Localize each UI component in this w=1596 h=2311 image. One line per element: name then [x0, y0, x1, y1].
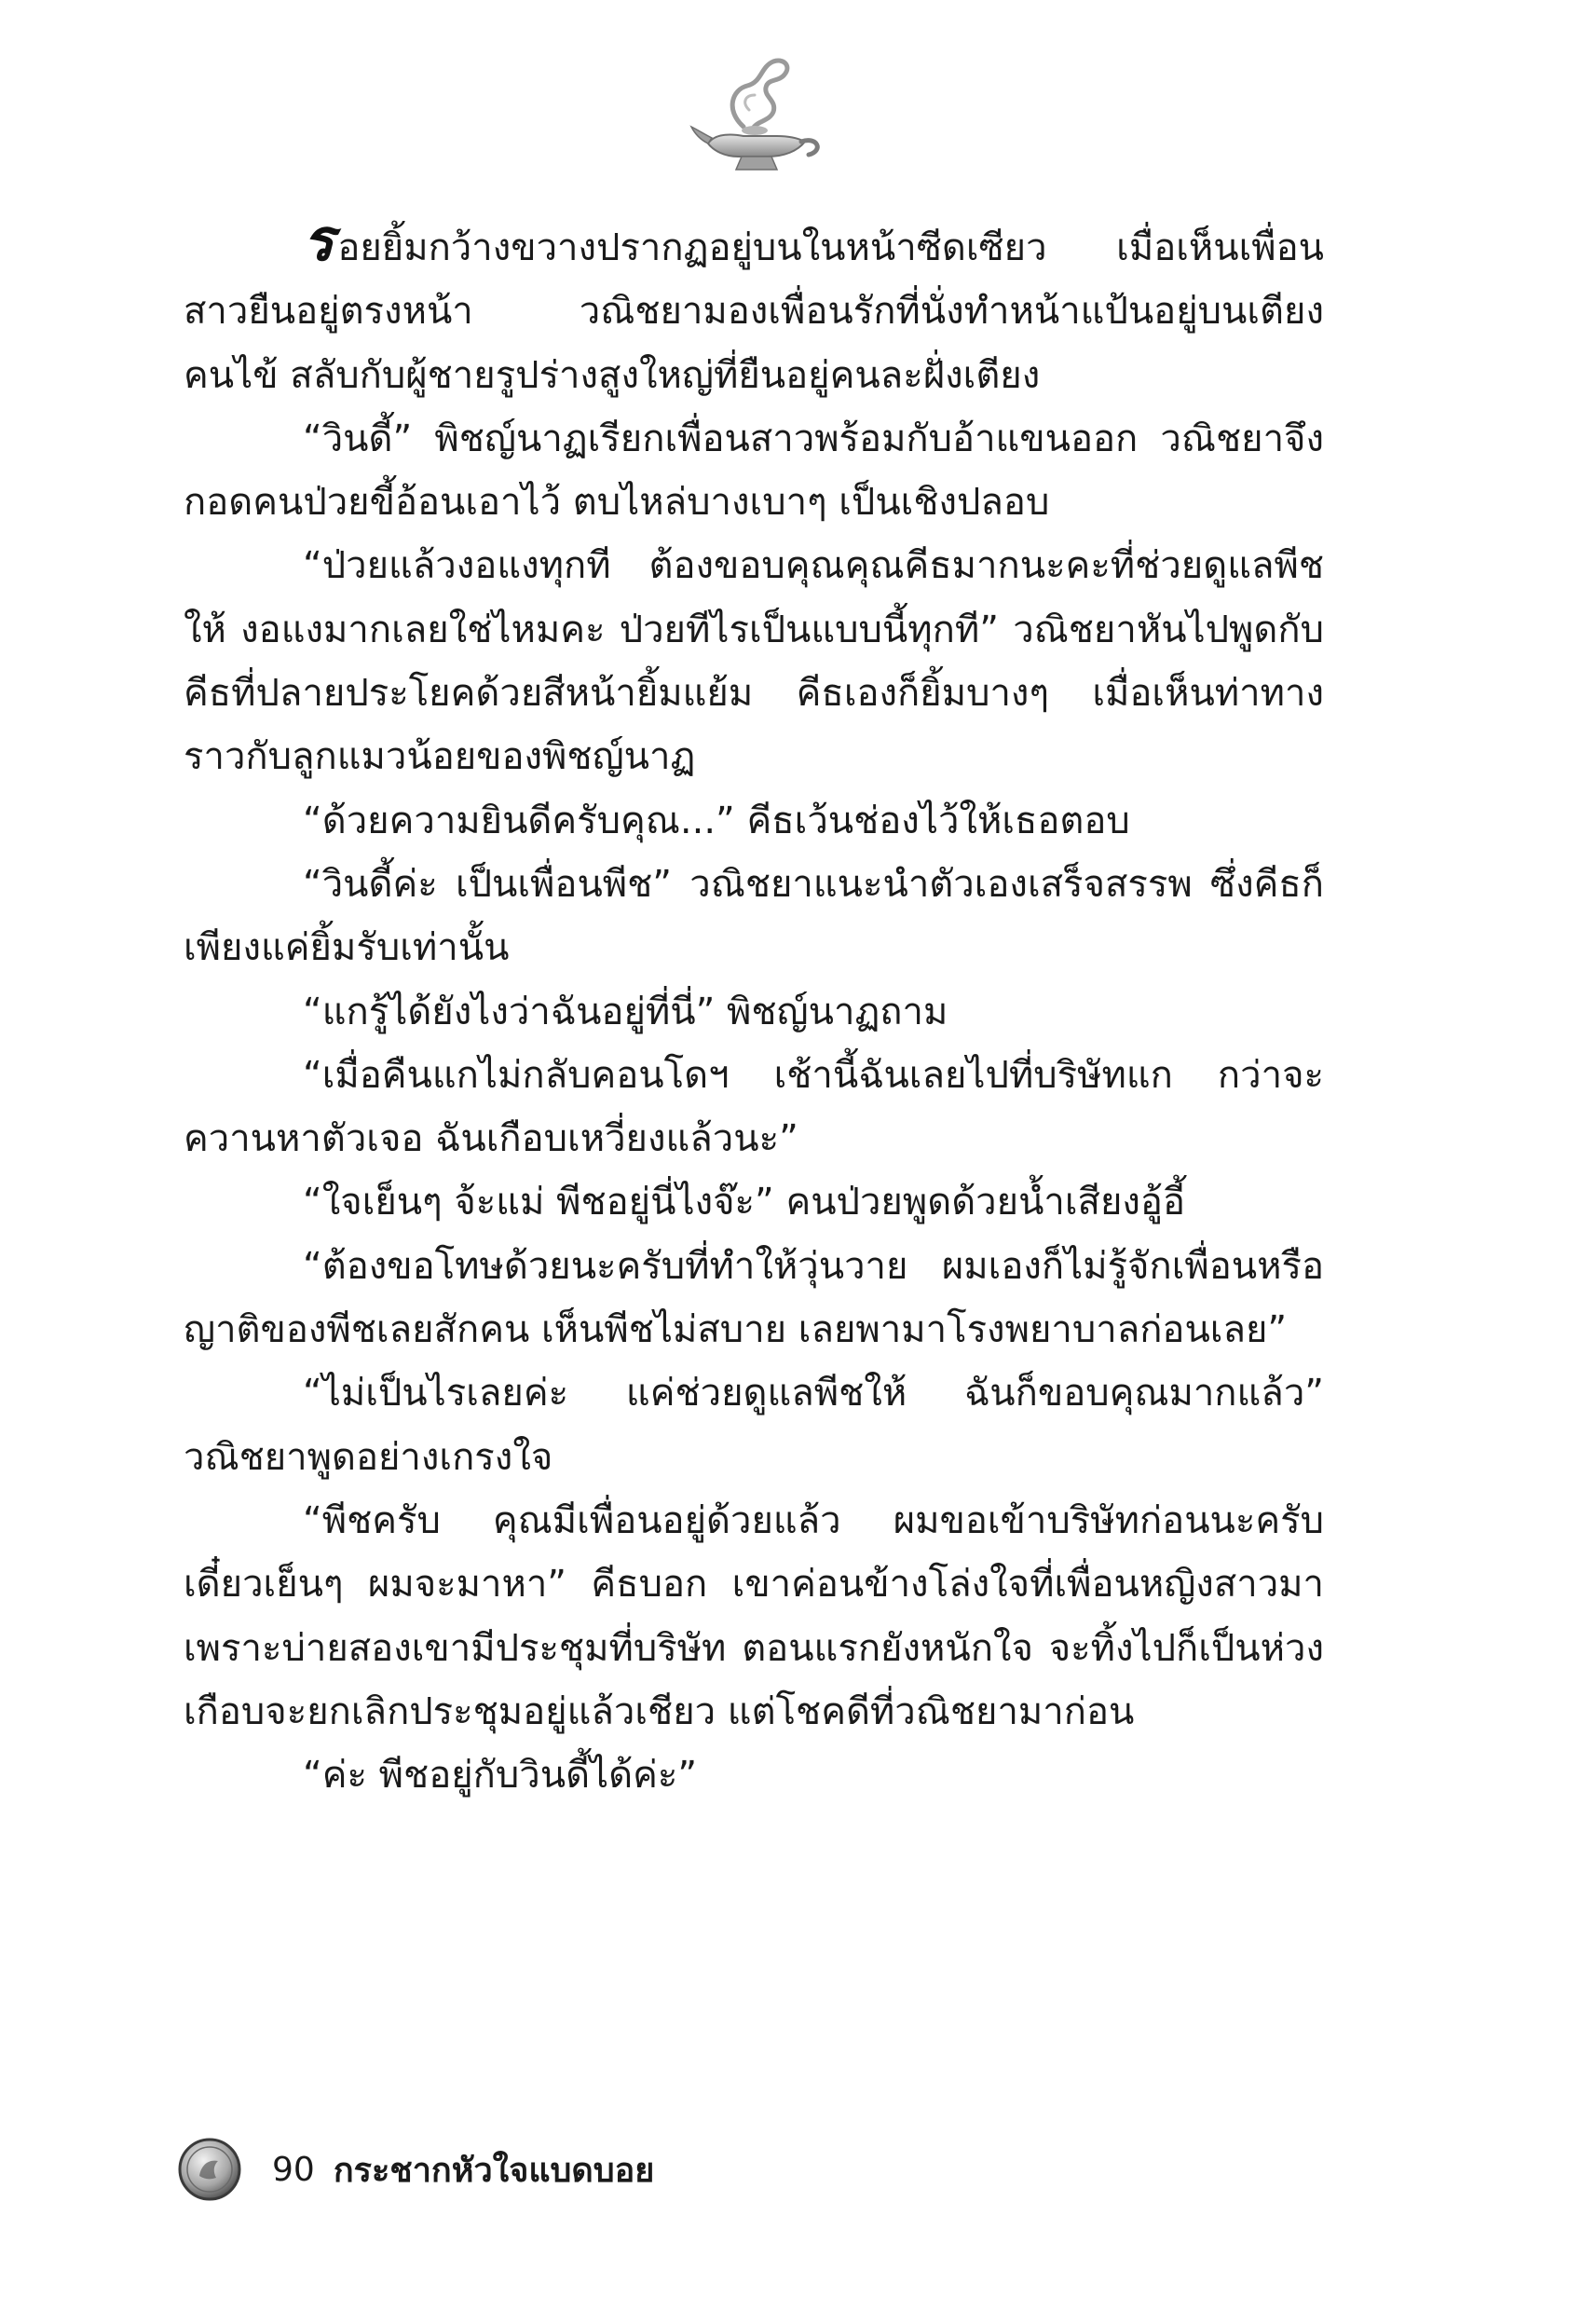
- paragraph-10: “ไม่เป็นไรเลยค่ะ แค่ช่วยดูแลพีชให้ ฉันก็ขอบคุณมากแล้ว” วณิชยาพูดอย่างเกรงใจ: [184, 1372, 1324, 1479]
- paragraph-7: “เมื่อคืนแกไม่กลับคอนโดฯ เช้านี้ฉันเลยไปที่บริษัทแก กว่าจะควานหาตัวเจอ ฉันเกือบเหวี่ยงแล้วนะ”: [184, 1053, 1324, 1161]
- paragraph-9: “ต้องขอโทษด้วยนะครับที่ทำให้วุ่นวาย ผมเองก็ไม่รู้จักเพื่อนหรือญาติของพีชเลยสักคน เห็นพีชไม่สบาย เลยพามาโรงพยาบาลก่อนเลย”: [184, 1244, 1324, 1352]
- body-text: [184, 206, 1324, 1807]
- book-title: กระชากหัวใจแบดบอย: [333, 2151, 655, 2190]
- paragraph-8: “ใจเย็นๆ จ้ะแม่ พีชอยู่นี่ไงจ๊ะ” คนป่วยพูดด้วยน้ำเสียงอู้อี้: [303, 1181, 1185, 1224]
- page-number: 90: [272, 2150, 315, 2189]
- paragraph-6: “แกรู้ได้ยังไงว่าฉันอยู่ที่นี่” พิชญ์นาฏถาม: [303, 990, 948, 1033]
- paragraph-3: “ป่วยแล้วงอแงทุกที ต้องขอบคุณคุณคีธมากนะคะที่ช่วยดูแลพีชให้ งอแงมากเลยใช่ไหมคะ ป่วยทีไรเป็นแบบนี้ทุกที” วณิชยาหันไปพูดกับคีธที่ปลายประโยคด้วยสีหน้ายิ้มแย้ม คีธเองก็ยิ้มบางๆ เมื่อเห็นท่าทางราวกับลูกแมวน้อยของพิชญ์นาฏ: [184, 544, 1324, 779]
- paragraph-1: [184, 206, 1324, 407]
- paragraph-text: อยยิ้มกว้างขวางปรากฏอยู่บนในหน้าซีดเซียว เมื่อเห็นเพื่อนสาวยืนอยู่ตรงหน้า วณิชยามองเพื่อนรักที่นั่งทำหน้าแป้นอยู่บนเตียงคนไข้ สลับกับผู้ชายรูปร่างสูงใหญ่ที่ยืนอยู่คนละฝั่งเตียง: [184, 226, 1324, 397]
- page-footer: [177, 2132, 654, 2207]
- paragraph-2: “วินดี้” พิชญ์นาฏเรียกเพื่อนสาวพร้อมกับอ้าแขนออก วณิชยาจึงกอดคนป่วยขี้อ้อนเอาไว้ ตบไหล่บางเบาๆ เป็นเชิงปลอบ: [184, 417, 1324, 525]
- genie-lamp-icon: [688, 54, 827, 175]
- paragraph-12: “ค่ะ พีชอยู่กับวินดี้ได้ค่ะ”: [303, 1754, 698, 1798]
- paragraph-5: “วินดี้ค่ะ เป็นเพื่อนพีช” วณิชยาแนะนำตัวเองเสร็จสรรพ ซึ่งคีธก็เพียงแค่ยิ้มรับเท่านั้น: [184, 862, 1324, 970]
- round-emblem-icon: [177, 2137, 242, 2202]
- drop-cap: ร: [303, 206, 334, 274]
- paragraph-11: “พีชครับ คุณมีเพื่อนอยู่ด้วยแล้ว ผมขอเข้าบริษัทก่อนนะครับ เดี๋ยวเย็นๆ ผมจะมาหา” คีธบอก เขาค่อนข้างโล่งใจที่เพื่อนหญิงสาวมาเพราะบ่ายสองเขามีประชุมที่บริษัท ตอนแรกยังหนักใจ จะทิ้งไปก็เป็นห่วง เกือบจะยกเลิกประชุมอยู่แล้วเชียว แต่โชคดีที่วณิชยามาก่อน: [184, 1498, 1324, 1733]
- paragraph-4: “ด้วยความยินดีครับคุณ...” คีธเว้นช่องไว้ให้เธอตอบ: [303, 799, 1130, 842]
